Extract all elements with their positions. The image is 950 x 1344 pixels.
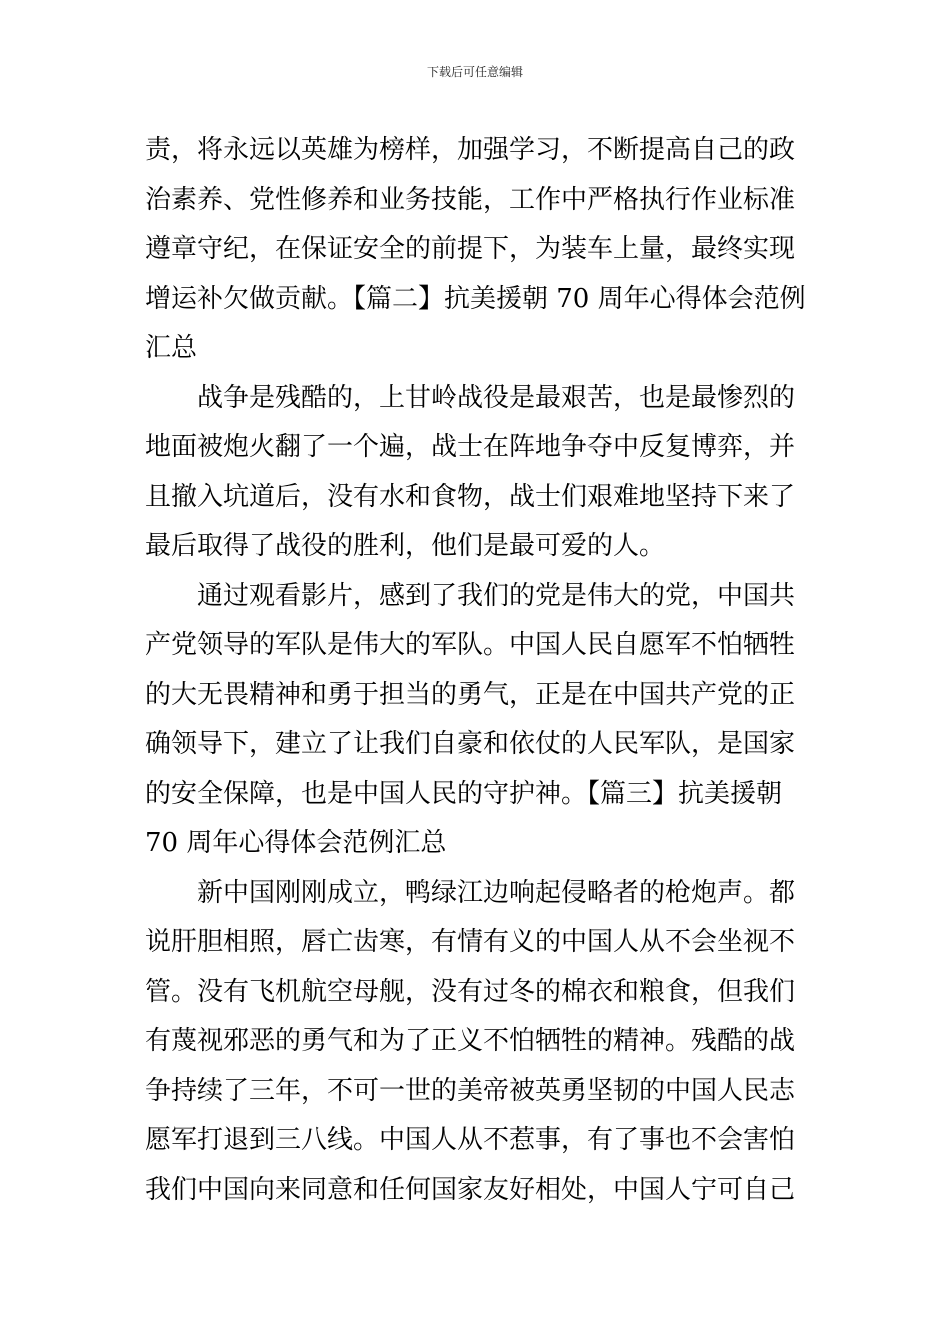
text-line: 新中国刚刚成立，鸭绿江边响起侵略者的枪炮声。都 bbox=[197, 877, 796, 908]
page-header: 下载后可任意编辑 bbox=[426, 65, 523, 79]
document-body bbox=[145, 126, 809, 1215]
paragraph-1 bbox=[145, 126, 809, 374]
text-line: 我们中国向来同意和任何国家友好相处，中国人宁可自己 bbox=[145, 1174, 796, 1205]
text-line: 且撤入坑道后，没有水和食物，战士们艰难地坚持下来了 bbox=[145, 481, 796, 512]
text-line: 产党领导的军队是伟大的军队。中国人民自愿军不怕牺牲 bbox=[145, 630, 796, 660]
text-line: 的安全保障，也是中国人民的守护神。【篇三】抗美援朝 bbox=[145, 778, 783, 809]
text-line: 70 周年心得体会范例汇总 bbox=[145, 828, 447, 858]
text-line: 有蔑视邪恶的勇气和为了正义不怕牺牲的精神。残酷的战 bbox=[145, 1026, 796, 1056]
paragraph-3 bbox=[145, 572, 809, 869]
text-line: 确领导下，建立了让我们自豪和依仗的人民军队，是国家 bbox=[145, 729, 796, 759]
text-line: 说肝胆相照，唇亡齿寒，有情有义的中国人从不会坐视不 bbox=[145, 927, 796, 957]
text-line: 最后取得了战役的胜利，他们是最可爱的人。 bbox=[145, 531, 666, 561]
paragraph-2 bbox=[145, 374, 809, 572]
text-line: 争持续了三年，不可一世的美帝被英勇坚韧的中国人民志 bbox=[145, 1075, 796, 1106]
text-line: 通过观看影片，感到了我们的党是伟大的党，中国共 bbox=[197, 580, 796, 611]
text-line: 责，将永远以英雄为榜样，加强学习，不断提高自己的政 bbox=[145, 135, 796, 165]
text-line: 遵章守纪，在保证安全的前提下，为装车上量，最终实现 bbox=[145, 234, 796, 264]
text-line: 战争是残酷的，上甘岭战役是最艰苦，也是最惨烈的 bbox=[197, 382, 796, 413]
paragraph-4 bbox=[145, 869, 809, 1216]
text-line: 治素养、党性修养和业务技能，工作中严格执行作业标准 bbox=[145, 184, 796, 215]
text-line: 的大无畏精神和勇于担当的勇气，正是在中国共产党的正 bbox=[145, 679, 796, 710]
text-line: 管。没有飞机航空母舰，没有过冬的棉衣和粮食，但我们 bbox=[145, 976, 796, 1007]
text-line: 增运补欠做贡献。【篇二】抗美援朝 70 周年心得体会范例 bbox=[145, 283, 806, 314]
text-line: 愿军打退到三八线。中国人从不惹事，有了事也不会害怕 bbox=[145, 1125, 796, 1155]
text-line: 地面被炮火翻了一个遍，战士在阵地争夺中反复博弈，并 bbox=[145, 432, 796, 462]
text-line: 汇总 bbox=[145, 333, 198, 363]
